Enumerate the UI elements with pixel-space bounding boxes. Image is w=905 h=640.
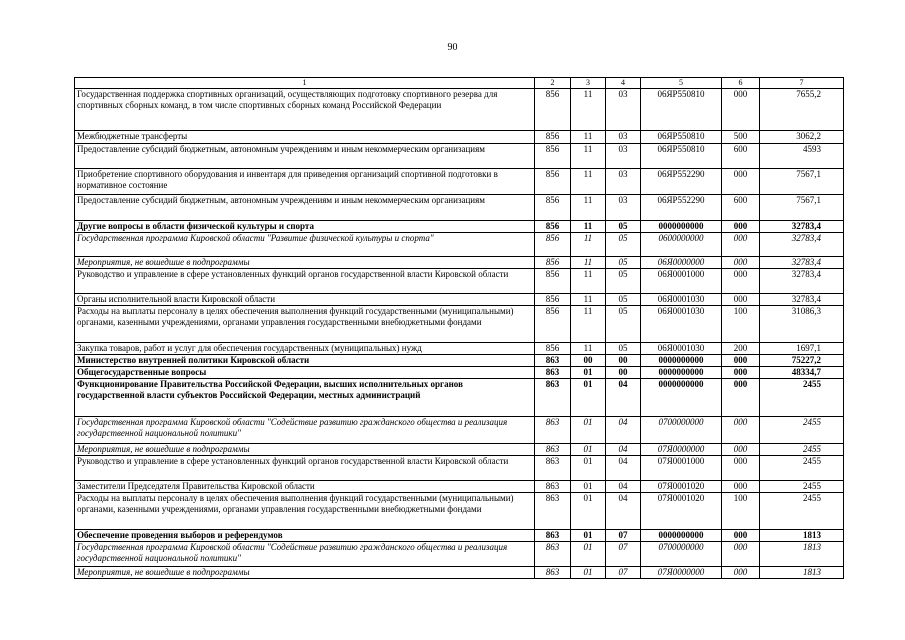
- table-row: [75, 481, 844, 493]
- row-section-cell: 11: [571, 221, 606, 233]
- table-row: [75, 269, 844, 294]
- row-name-cell: Руководство и управление в сфере установленных функций органов государственной власти Кировской области: [75, 269, 535, 294]
- row-section-cell: 11: [571, 233, 606, 257]
- row-section-cell: 11: [571, 195, 606, 221]
- row-code-cell: 856: [535, 257, 571, 269]
- row-subsection-cell: 05: [606, 221, 641, 233]
- row-target-article-cell: 06Я0001030: [641, 343, 722, 355]
- row-subsection-cell: 05: [606, 343, 641, 355]
- table-row: [75, 530, 844, 542]
- row-section-cell: 01: [571, 481, 606, 493]
- row-code-cell: 856: [535, 89, 571, 131]
- row-expense-type-cell: 100: [722, 306, 760, 343]
- row-section-cell: 01: [571, 530, 606, 542]
- row-name-cell: Расходы на выплаты персоналу в целях обеспечения выполнения функций государственными (муниципальными) органами, казенными учреждениями, органами управления государственными внебюджетными фондами: [75, 306, 535, 343]
- row-target-article-cell: 07Я0001020: [641, 481, 722, 493]
- row-section-cell: 01: [571, 367, 606, 379]
- table-row: [75, 444, 844, 456]
- row-expense-type-cell: 000: [722, 481, 760, 493]
- row-name-cell: Приобретение спортивного оборудования и инвентаря для приведения организаций спортивной подготовки в нормативное состояние: [75, 169, 535, 195]
- row-target-article-cell: 0000000000: [641, 530, 722, 542]
- row-target-article-cell: 0700000000: [641, 542, 722, 567]
- column-header-6: 6: [722, 78, 760, 89]
- row-name-cell: Предоставление субсидий бюджетным, автономным учреждениям и иным некоммерческим организациям: [75, 144, 535, 169]
- table-row: [75, 367, 844, 379]
- row-target-article-cell: 06ЯР550810: [641, 89, 722, 131]
- row-subsection-cell: 03: [606, 89, 641, 131]
- table-row: [75, 417, 844, 444]
- row-target-article-cell: 06Я0001030: [641, 306, 722, 343]
- row-subsection-cell: 07: [606, 567, 641, 579]
- row-name-cell: Заместители Председателя Правительства Кировской области: [75, 481, 535, 493]
- table-row: [75, 195, 844, 221]
- row-expense-type-cell: 100: [722, 493, 760, 530]
- table-row: [75, 89, 844, 131]
- row-target-article-cell: 06ЯР550810: [641, 144, 722, 169]
- row-subsection-cell: 04: [606, 456, 641, 481]
- row-expense-type-cell: 000: [722, 542, 760, 567]
- row-subsection-cell: 05: [606, 294, 641, 306]
- row-subsection-cell: 04: [606, 481, 641, 493]
- page-number: 90: [447, 42, 458, 53]
- row-expense-type-cell: 600: [722, 144, 760, 169]
- row-name-cell: Закупка товаров, работ и услуг для обеспечения государственных (муниципальных) нужд: [75, 343, 535, 355]
- row-code-cell: 856: [535, 343, 571, 355]
- row-target-article-cell: 0700000000: [641, 417, 722, 444]
- row-name-cell: Функционирование Правительства Российской Федерации, высших исполнительных органов государственной власти субъектов Российской Федерации, местных администраций: [75, 379, 535, 417]
- row-code-cell: 856: [535, 306, 571, 343]
- row-name-cell: Государственная поддержка спортивных организаций, осуществляющих подготовку спортивного резерва для спортивных сборных команд, в том числе спортивных сборных команд Российской Федерации: [75, 89, 535, 131]
- row-section-cell: 11: [571, 257, 606, 269]
- table-row: [75, 355, 844, 367]
- row-subsection-cell: 04: [606, 444, 641, 456]
- row-target-article-cell: 07Я0000000: [641, 567, 722, 579]
- row-section-cell: 11: [571, 343, 606, 355]
- row-section-cell: 01: [571, 417, 606, 444]
- row-expense-type-cell: 000: [722, 417, 760, 444]
- table-row: [75, 294, 844, 306]
- row-amount-cell: 2455: [760, 481, 844, 493]
- row-target-article-cell: 06Я0000000: [641, 257, 722, 269]
- row-section-cell: 01: [571, 379, 606, 417]
- row-section-cell: 11: [571, 169, 606, 195]
- row-amount-cell: 4593: [760, 144, 844, 169]
- column-header-7: 7: [760, 78, 844, 89]
- table-body: [75, 89, 844, 579]
- table-row: [75, 169, 844, 195]
- row-subsection-cell: 05: [606, 233, 641, 257]
- row-section-cell: 01: [571, 493, 606, 530]
- row-expense-type-cell: 500: [722, 131, 760, 144]
- table-row: [75, 493, 844, 530]
- row-name-cell: Общегосударственные вопросы: [75, 367, 535, 379]
- row-expense-type-cell: 000: [722, 367, 760, 379]
- table-row: [75, 233, 844, 257]
- column-header-1: 1: [75, 78, 535, 89]
- row-amount-cell: 32783,4: [760, 294, 844, 306]
- row-code-cell: 863: [535, 379, 571, 417]
- row-section-cell: 11: [571, 131, 606, 144]
- row-subsection-cell: 00: [606, 355, 641, 367]
- row-amount-cell: 1813: [760, 567, 844, 579]
- budget-table: [74, 77, 844, 579]
- table-row: [75, 306, 844, 343]
- row-code-cell: 863: [535, 456, 571, 481]
- row-amount-cell: 2455: [760, 444, 844, 456]
- row-amount-cell: 32783,4: [760, 269, 844, 294]
- row-name-cell: Мероприятия, не вошедшие в подпрограммы: [75, 567, 535, 579]
- row-expense-type-cell: 000: [722, 269, 760, 294]
- row-code-cell: 856: [535, 233, 571, 257]
- row-code-cell: 863: [535, 367, 571, 379]
- row-amount-cell: 7567,1: [760, 169, 844, 195]
- row-amount-cell: 1813: [760, 530, 844, 542]
- row-amount-cell: 1697,1: [760, 343, 844, 355]
- row-expense-type-cell: 000: [722, 355, 760, 367]
- row-code-cell: 863: [535, 417, 571, 444]
- row-expense-type-cell: 600: [722, 195, 760, 221]
- row-name-cell: Руководство и управление в сфере установленных функций органов государственной власти Кировской области: [75, 456, 535, 481]
- row-target-article-cell: 06ЯР552290: [641, 169, 722, 195]
- row-code-cell: 856: [535, 269, 571, 294]
- row-target-article-cell: 06ЯР552290: [641, 195, 722, 221]
- row-expense-type-cell: 000: [722, 169, 760, 195]
- row-expense-type-cell: 000: [722, 221, 760, 233]
- row-amount-cell: 2455: [760, 456, 844, 481]
- row-target-article-cell: 07Я0001020: [641, 493, 722, 530]
- row-subsection-cell: 04: [606, 379, 641, 417]
- table-row: [75, 343, 844, 355]
- row-expense-type-cell: 000: [722, 456, 760, 481]
- row-subsection-cell: 03: [606, 169, 641, 195]
- row-section-cell: 11: [571, 294, 606, 306]
- row-code-cell: 863: [535, 481, 571, 493]
- row-subsection-cell: 05: [606, 269, 641, 294]
- row-subsection-cell: 05: [606, 257, 641, 269]
- row-name-cell: Предоставление субсидий бюджетным, автономным учреждениям и иным некоммерческим организациям: [75, 195, 535, 221]
- column-header-3: 3: [571, 78, 606, 89]
- column-header-2: 2: [535, 78, 571, 89]
- row-section-cell: 01: [571, 444, 606, 456]
- row-target-article-cell: 0000000000: [641, 367, 722, 379]
- row-subsection-cell: 05: [606, 306, 641, 343]
- column-header-4: 4: [606, 78, 641, 89]
- table-row: [75, 456, 844, 481]
- row-subsection-cell: 03: [606, 144, 641, 169]
- row-target-article-cell: 0600000000: [641, 233, 722, 257]
- row-subsection-cell: 03: [606, 195, 641, 221]
- row-amount-cell: 31086,3: [760, 306, 844, 343]
- table-row: [75, 144, 844, 169]
- row-target-article-cell: 07Я0000000: [641, 444, 722, 456]
- row-section-cell: 11: [571, 144, 606, 169]
- row-name-cell: Органы исполнительной власти Кировской области: [75, 294, 535, 306]
- row-code-cell: 863: [535, 542, 571, 567]
- table-row: [75, 131, 844, 144]
- row-name-cell: Государственная программа Кировской области "Содействие развитию гражданского общества и реализация государственной национальной политики": [75, 417, 535, 444]
- row-amount-cell: 3062,2: [760, 131, 844, 144]
- row-section-cell: 01: [571, 456, 606, 481]
- row-amount-cell: 75227,2: [760, 355, 844, 367]
- table-row: [75, 542, 844, 567]
- row-subsection-cell: 07: [606, 530, 641, 542]
- row-amount-cell: 2455: [760, 493, 844, 530]
- row-expense-type-cell: 000: [722, 444, 760, 456]
- row-code-cell: 863: [535, 444, 571, 456]
- row-subsection-cell: 04: [606, 493, 641, 530]
- row-amount-cell: 1813: [760, 542, 844, 567]
- row-amount-cell: 7567,1: [760, 195, 844, 221]
- row-subsection-cell: 00: [606, 367, 641, 379]
- row-section-cell: 00: [571, 355, 606, 367]
- table-row: [75, 379, 844, 417]
- row-name-cell: Государственная программа Кировской области "Развитие физической культуры и спорта": [75, 233, 535, 257]
- row-amount-cell: 32783,4: [760, 257, 844, 269]
- row-target-article-cell: 07Я0001000: [641, 456, 722, 481]
- row-code-cell: 863: [535, 493, 571, 530]
- row-name-cell: Обеспечение проведения выборов и референдумов: [75, 530, 535, 542]
- row-expense-type-cell: 000: [722, 89, 760, 131]
- row-name-cell: Межбюджетные трансферты: [75, 131, 535, 144]
- table-row: [75, 221, 844, 233]
- row-expense-type-cell: 000: [722, 257, 760, 269]
- row-section-cell: 01: [571, 542, 606, 567]
- row-code-cell: 856: [535, 195, 571, 221]
- row-target-article-cell: 0000000000: [641, 221, 722, 233]
- row-target-article-cell: 06ЯР550810: [641, 131, 722, 144]
- row-expense-type-cell: 000: [722, 379, 760, 417]
- header-row: [75, 78, 844, 89]
- row-target-article-cell: 06Я0001000: [641, 269, 722, 294]
- table-row: [75, 257, 844, 269]
- row-subsection-cell: 03: [606, 131, 641, 144]
- row-name-cell: Другие вопросы в области физической культуры и спорта: [75, 221, 535, 233]
- row-code-cell: 863: [535, 567, 571, 579]
- row-name-cell: Государственная программа Кировской области "Содействие развитию гражданского общества и реализация государственной национальной политики": [75, 542, 535, 567]
- row-name-cell: Министерство внутренней политики Кировской области: [75, 355, 535, 367]
- table-row: [75, 567, 844, 579]
- row-target-article-cell: 0000000000: [641, 379, 722, 417]
- row-amount-cell: 32783,4: [760, 233, 844, 257]
- row-name-cell: Расходы на выплаты персоналу в целях обеспечения выполнения функций государственными (муниципальными) органами, казенными учреждениями, органами управления государственными внебюджетными фондами: [75, 493, 535, 530]
- row-subsection-cell: 04: [606, 417, 641, 444]
- row-code-cell: 863: [535, 355, 571, 367]
- row-expense-type-cell: 000: [722, 567, 760, 579]
- row-target-article-cell: 0000000000: [641, 355, 722, 367]
- row-target-article-cell: 06Я0001030: [641, 294, 722, 306]
- row-section-cell: 11: [571, 89, 606, 131]
- row-expense-type-cell: 000: [722, 530, 760, 542]
- row-code-cell: 856: [535, 221, 571, 233]
- row-amount-cell: 2455: [760, 379, 844, 417]
- row-section-cell: 11: [571, 306, 606, 343]
- row-expense-type-cell: 000: [722, 233, 760, 257]
- column-header-5: 5: [641, 78, 722, 89]
- row-subsection-cell: 07: [606, 542, 641, 567]
- row-name-cell: Мероприятия, не вошедшие в подпрограммы: [75, 257, 535, 269]
- row-amount-cell: 48334,7: [760, 367, 844, 379]
- row-amount-cell: 2455: [760, 417, 844, 444]
- row-code-cell: 856: [535, 131, 571, 144]
- row-section-cell: 01: [571, 567, 606, 579]
- row-code-cell: 856: [535, 294, 571, 306]
- row-code-cell: 856: [535, 144, 571, 169]
- row-amount-cell: 32783,4: [760, 221, 844, 233]
- row-expense-type-cell: 000: [722, 294, 760, 306]
- row-amount-cell: 7655,2: [760, 89, 844, 131]
- row-code-cell: 856: [535, 169, 571, 195]
- row-name-cell: Мероприятия, не вошедшие в подпрограммы: [75, 444, 535, 456]
- row-section-cell: 11: [571, 269, 606, 294]
- row-expense-type-cell: 200: [722, 343, 760, 355]
- row-code-cell: 863: [535, 530, 571, 542]
